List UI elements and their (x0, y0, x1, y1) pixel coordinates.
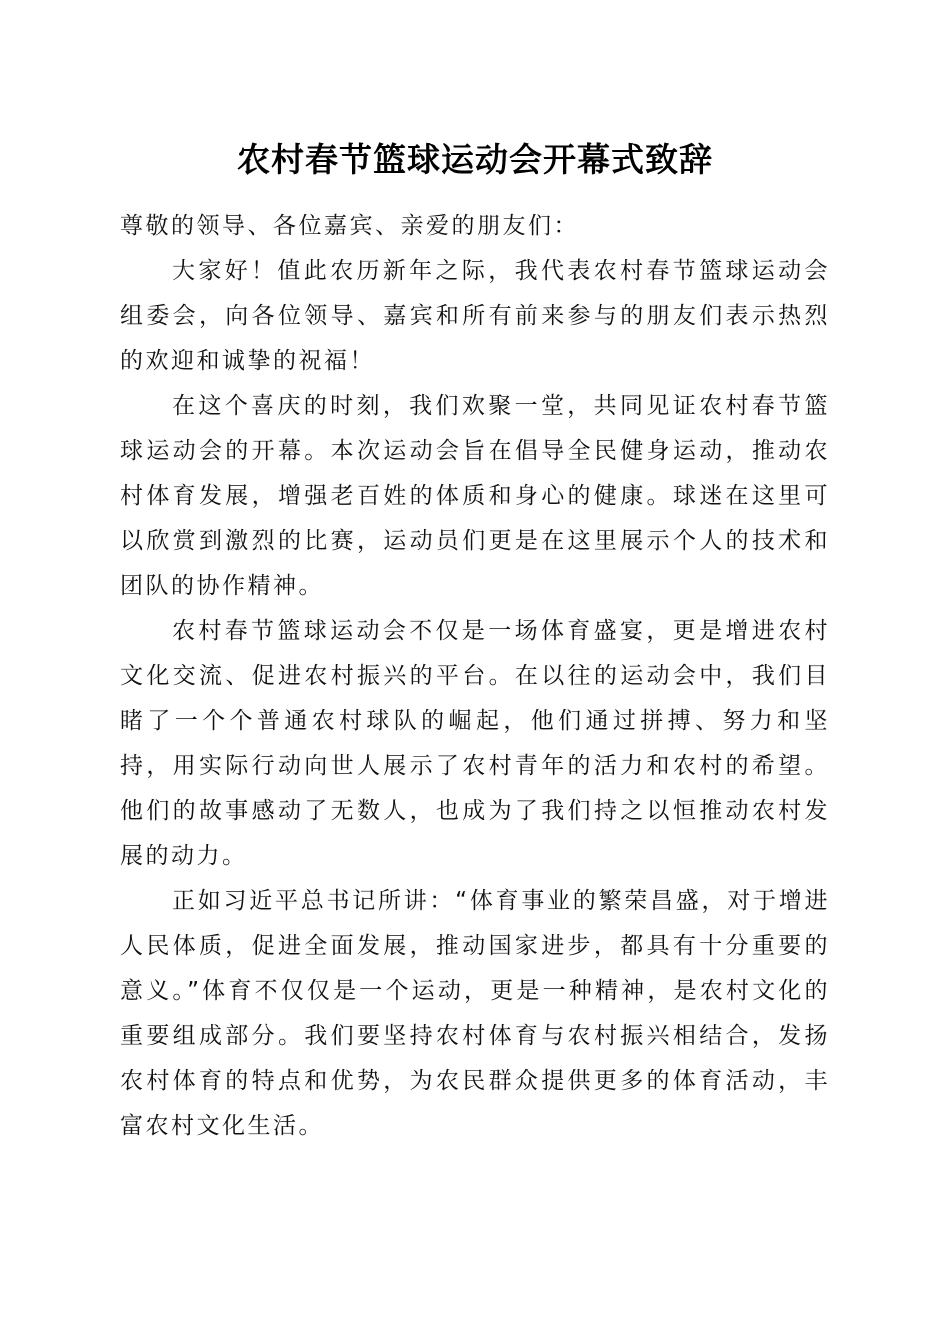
document-title: 农村春节篮球运动会开幕式致辞 (237, 140, 713, 179)
paragraph-significance: 农村春节篮球运动会不仅是一场体育盛宴，更是增进农村文化交流、促进农村振兴的平台。在以往的运动会中，我们目睹了一个个普通农村球队的崛起，他们通过拼搏、努力和坚持，用实际行动向世人展示了农村青年的活力和农村的希望。他们的故事感动了无数人，也成为了我们持之以恒推动农村发展的动力。 (120, 618, 830, 869)
document-body (120, 204, 830, 1149)
paragraph-quote: 正如习近平总书记所讲：“体育事业的繁荣昌盛，对于增进人民体质，促进全面发展，推动国家进步，都具有十分重要的意义。”体育不仅仅是一个运动，更是一种精神，是农村文化的重要组成部分。我们要坚持农村体育与农村振兴相结合，发扬农村体育的特点和优势，为农民群众提供更多的体育活动，丰富农村文化生活。 (120, 888, 830, 1139)
paragraph-welcome: 大家好！值此农历新年之际，我代表农村春节篮球运动会组委会，向各位领导、嘉宾和所有前来参与的朋友们表示热烈的欢迎和诚挚的祝福！ (120, 258, 830, 374)
salutation: 尊敬的领导、各位嘉宾、亲爱的朋友们： (120, 213, 579, 239)
paragraph-opening: 在这个喜庆的时刻，我们欢聚一堂，共同见证农村春节篮球运动会的开幕。本次运动会旨在倡导全民健身运动，推动农村体育发展，增强老百姓的体质和身心的健康。球迷在这里可以欣赏到激烈的比赛，运动员们更是在这里展示个人的技术和团队的协作精神。 (120, 393, 830, 599)
